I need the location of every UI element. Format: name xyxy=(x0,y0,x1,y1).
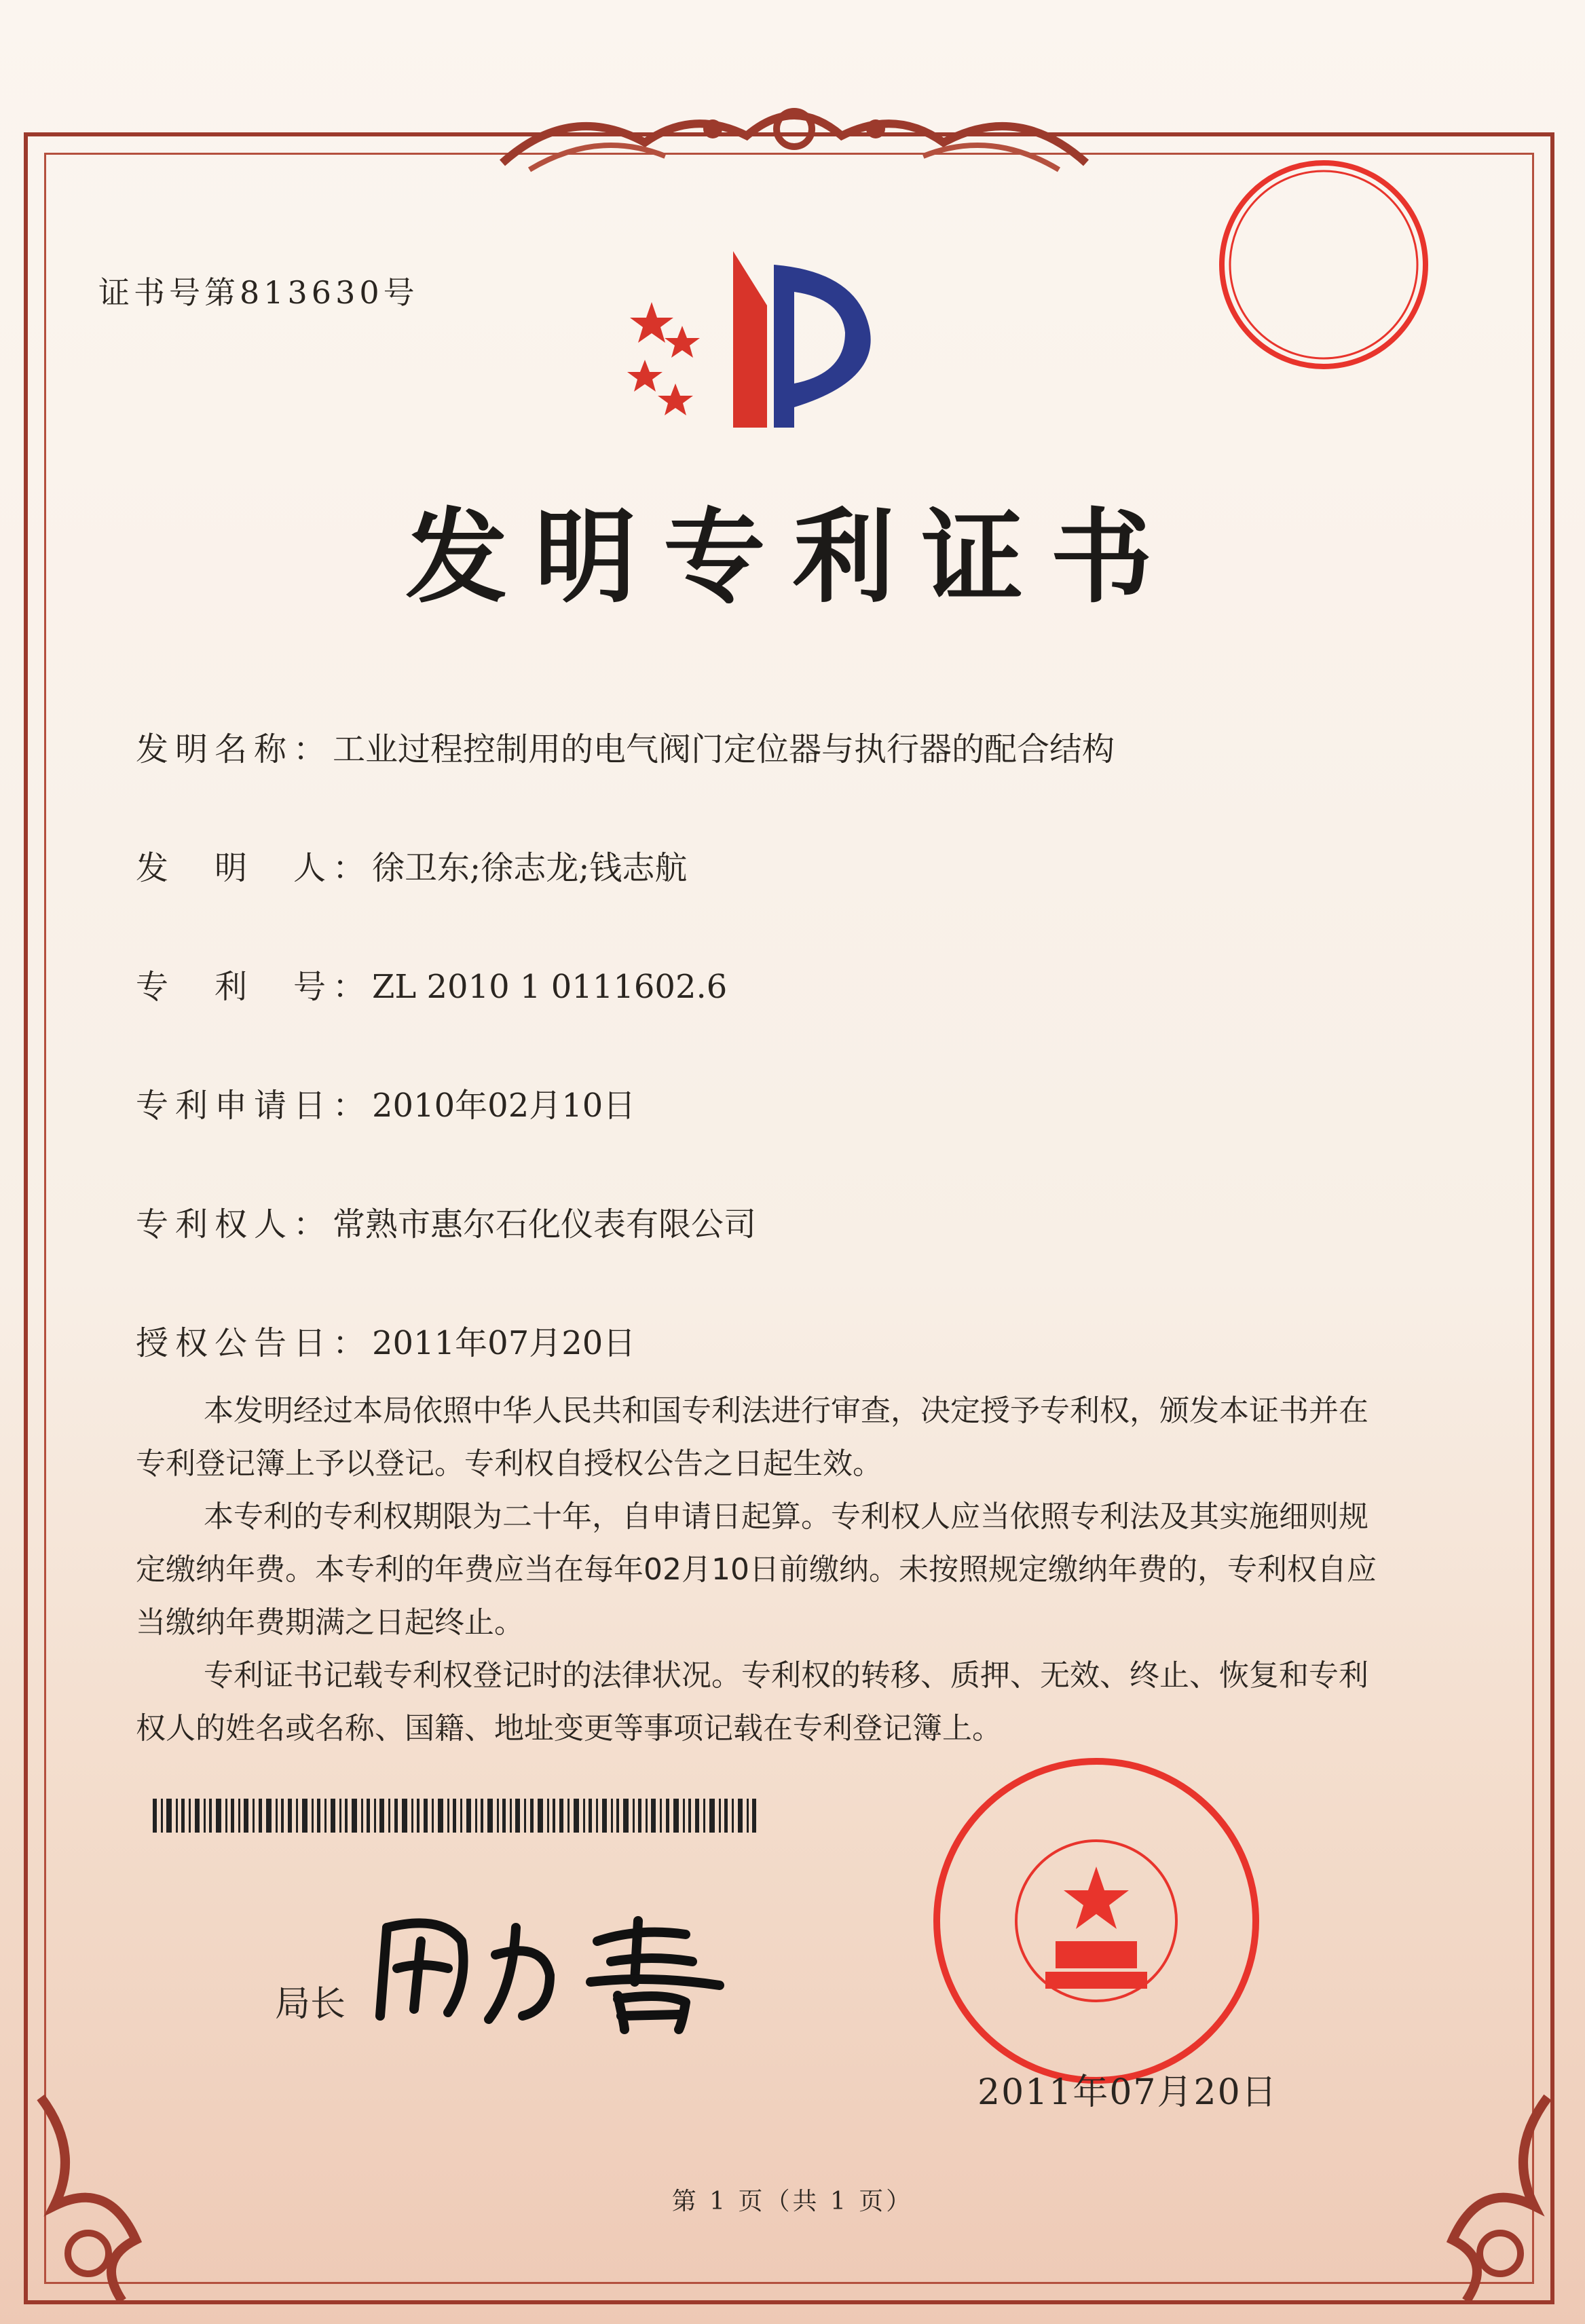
field-value: 徐卫东;徐志龙;钱志航 xyxy=(372,849,688,887)
director-label: 局长 xyxy=(275,1984,346,2025)
issue-date: 2011年07月20日 xyxy=(977,2072,1278,2113)
field-patentee xyxy=(136,1198,756,1245)
body-paragraph: 本发明经过本局依照中华人民共和国专利法进行审查，决定授予专利权，颁发本证书并在专利登记簿上予以登记。专利权自授权公告之日起生效。 xyxy=(136,1393,1368,1481)
tax-stamp-seal xyxy=(1208,149,1439,380)
certificate-number: 证书号第813630号 xyxy=(98,274,419,311)
field-label: 专利权人： xyxy=(136,1205,333,1243)
field-label: 授权公告日： xyxy=(136,1324,373,1362)
field-grant-date xyxy=(136,1317,635,1364)
page-indicator: 第 1 页（共 1 页） xyxy=(671,2188,914,2215)
body-paragraph: 本专利的专利权期限为二十年，自申请日起算。专利权人应当依照专利法及其实施细则规定缴纳年费。本专利的年费应当在每年02月10日前缴纳。未按照规定缴纳年费的，专利权自应当缴纳年费期满之日起终止。 xyxy=(136,1499,1377,1640)
field-label: 专 利 号： xyxy=(136,968,373,1006)
certificate-body xyxy=(136,1385,1378,1755)
field-application-date xyxy=(136,1079,635,1126)
body-paragraph: 专利证书记载专利权登记时的法律状况。专利权的转移、质押、无效、终止、恢复和专利权人的姓名或名称、国籍、地址变更等事项记载在专利登记簿上。 xyxy=(136,1658,1368,1746)
field-label: 专利申请日： xyxy=(136,1087,373,1125)
field-value: 工业过程控制用的电气阀门定位器与执行器的配合结构 xyxy=(333,730,1115,768)
field-patent-number xyxy=(136,960,727,1007)
field-label: 发 明 人： xyxy=(136,849,373,887)
barcode xyxy=(153,1799,764,1833)
field-label: 发明名称： xyxy=(136,730,333,768)
top-ornament xyxy=(489,88,1100,183)
field-value: 常熟市惠尔石化仪表有限公司 xyxy=(333,1205,757,1243)
field-value: 2011年07月20日 xyxy=(372,1324,636,1362)
director-signature xyxy=(367,1900,747,2036)
official-seal xyxy=(927,1751,1266,2091)
field-invention-name xyxy=(136,723,1115,770)
field-value: ZL 2010 1 0111602.6 xyxy=(372,968,728,1006)
patent-office-logo xyxy=(611,244,896,448)
document-title: 发明专利证书 xyxy=(405,499,1180,617)
field-value: 2010年02月10日 xyxy=(372,1087,636,1125)
field-inventors xyxy=(136,842,687,888)
